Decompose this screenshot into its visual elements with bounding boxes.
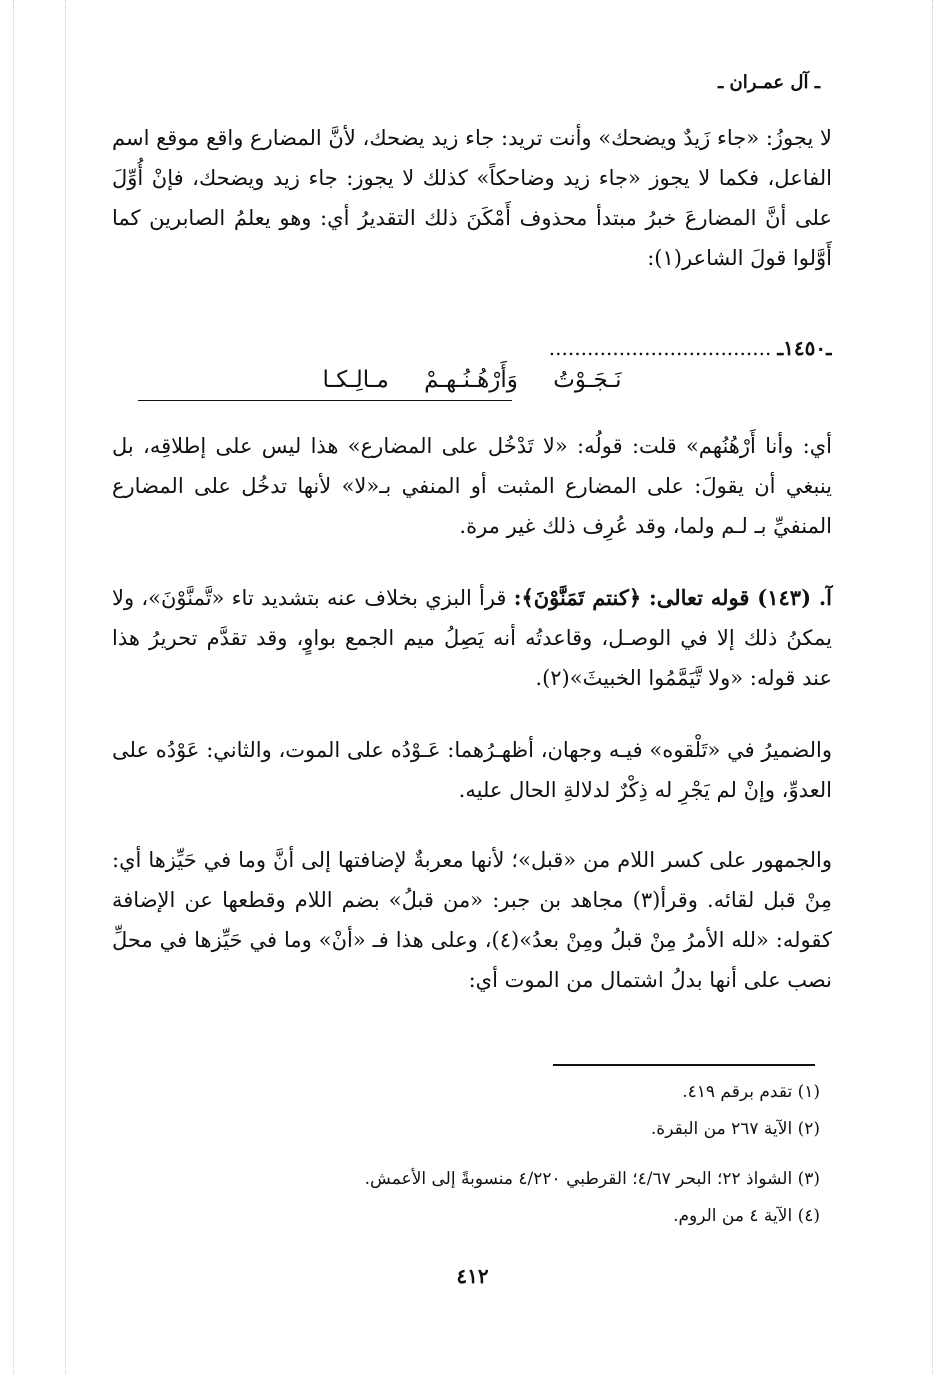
paragraph-3 [112, 578, 832, 698]
paragraph-1: لا يجوزُ: «جاء زَيدٌ ويضحك» وأنت تريد: جاء زيد يضحك، لأنَّ المضارع واقع موقع اسم الفاعل، فكما لا يجوز «جاء زيد وضاحكاً» كذلك لا يجوز: جاء زيد ويضحك، فإنْ أُوِّلَ على أنَّ المضارعَ خبرُ مبتدأ محذوف أَمْكَنَ ذلك التقديرُ أي: وهو يعلمُ الصابرين كما أَوَّلوا قولَ الشاعر(١): [112, 126, 832, 270]
verse-dots: ................................... [548, 336, 772, 360]
footnote-3: (٣) الشواذ ٢٢؛ البحر ٤/٦٧؛ القرطبي ٤/٢٢٠ منسوبةً إلى الأعمش. [364, 1169, 820, 1189]
paragraph-5: والجمهور على كسر اللام من «قبل»؛ لأنها معربةٌ لإضافتها إلى أنَّ وما في حَيِّزها أي: مِنْ قبل لقائه. وقرأ(٣) مجاهد بن جبر: «من قبلُ» بضم اللام وقطعها عن الإضافة كقوله: «لله الأمرُ مِنْ قبلُ ومِنْ بعدُ»(٤)، وعلى هذا فـ «أنْ» وما في حَيِّزها في محلِّ نصب على أنها بدلُ اشتمال من الموت أي: [112, 848, 832, 992]
verse-underline [138, 400, 512, 401]
margin-guide-inner [65, 0, 66, 1374]
paragraph-3-text: قرأ البزي بخلاف عنه بتشديد تاء «تَّمنَّوْنَ»، ولا يمكنُ ذلك إلا في الوصـل، وقاعدتُه أنه يَصِلُ ميم الجمع بواوٍ، وقد تقدَّم تحريرُ هذا عند قوله: «ولا تَّيَمَّمُوا الخبيثَ»(٢). [112, 586, 832, 690]
footnote-1: (١) تقدم برقم ٤١٩. [682, 1082, 820, 1102]
page-number: ٤١٢ [456, 1264, 489, 1288]
poetry-verse: نَـجَـوْتُ وَأَرْهُـنُـهـمْ مـالِـكـا [322, 367, 622, 393]
footnote-separator [553, 1064, 815, 1066]
footnote-4: (٤) الآية ٤ من الروم. [673, 1206, 820, 1226]
margin-guide-left [13, 0, 14, 1374]
verse-number: ـ١٤٥٠ـ [777, 336, 832, 360]
paragraph-4: والضميرُ في «تَلْقوه» فيـه وجهان، أظهـرُهما: عَـوْدُه على الموت، والثاني: عَوْدُه على العدوِّ، وإنْ لم يَجْرِ له ذِكْرٌ لدلالةِ الحال عليه. [112, 738, 832, 802]
footnote-2: (٢) الآية ٢٦٧ من البقرة. [650, 1119, 820, 1139]
running-header: ـ آل عمـران ـ [718, 72, 820, 93]
margin-guide-right [932, 0, 933, 1374]
paragraph-2: أي: وأنا أَرْهُنُهم» قلت: قولُه: «لا تَدْخُل على المضارع» هذا ليس على إطلاقِه، بل ينبغي أن يقولَ: على المضارع المثبت أو المنفي بـ«لا» لأنها تدخُل على المضارع المنفيِّ بـ لـم ولما، وقد عُرِف ذلك غير مرة. [112, 434, 832, 538]
ayah-reference: آ. (١٤٣) قوله تعالى: ﴿كنتم تَمَنَّوْنَ﴾: [513, 585, 832, 610]
verse-number-line [112, 336, 832, 360]
